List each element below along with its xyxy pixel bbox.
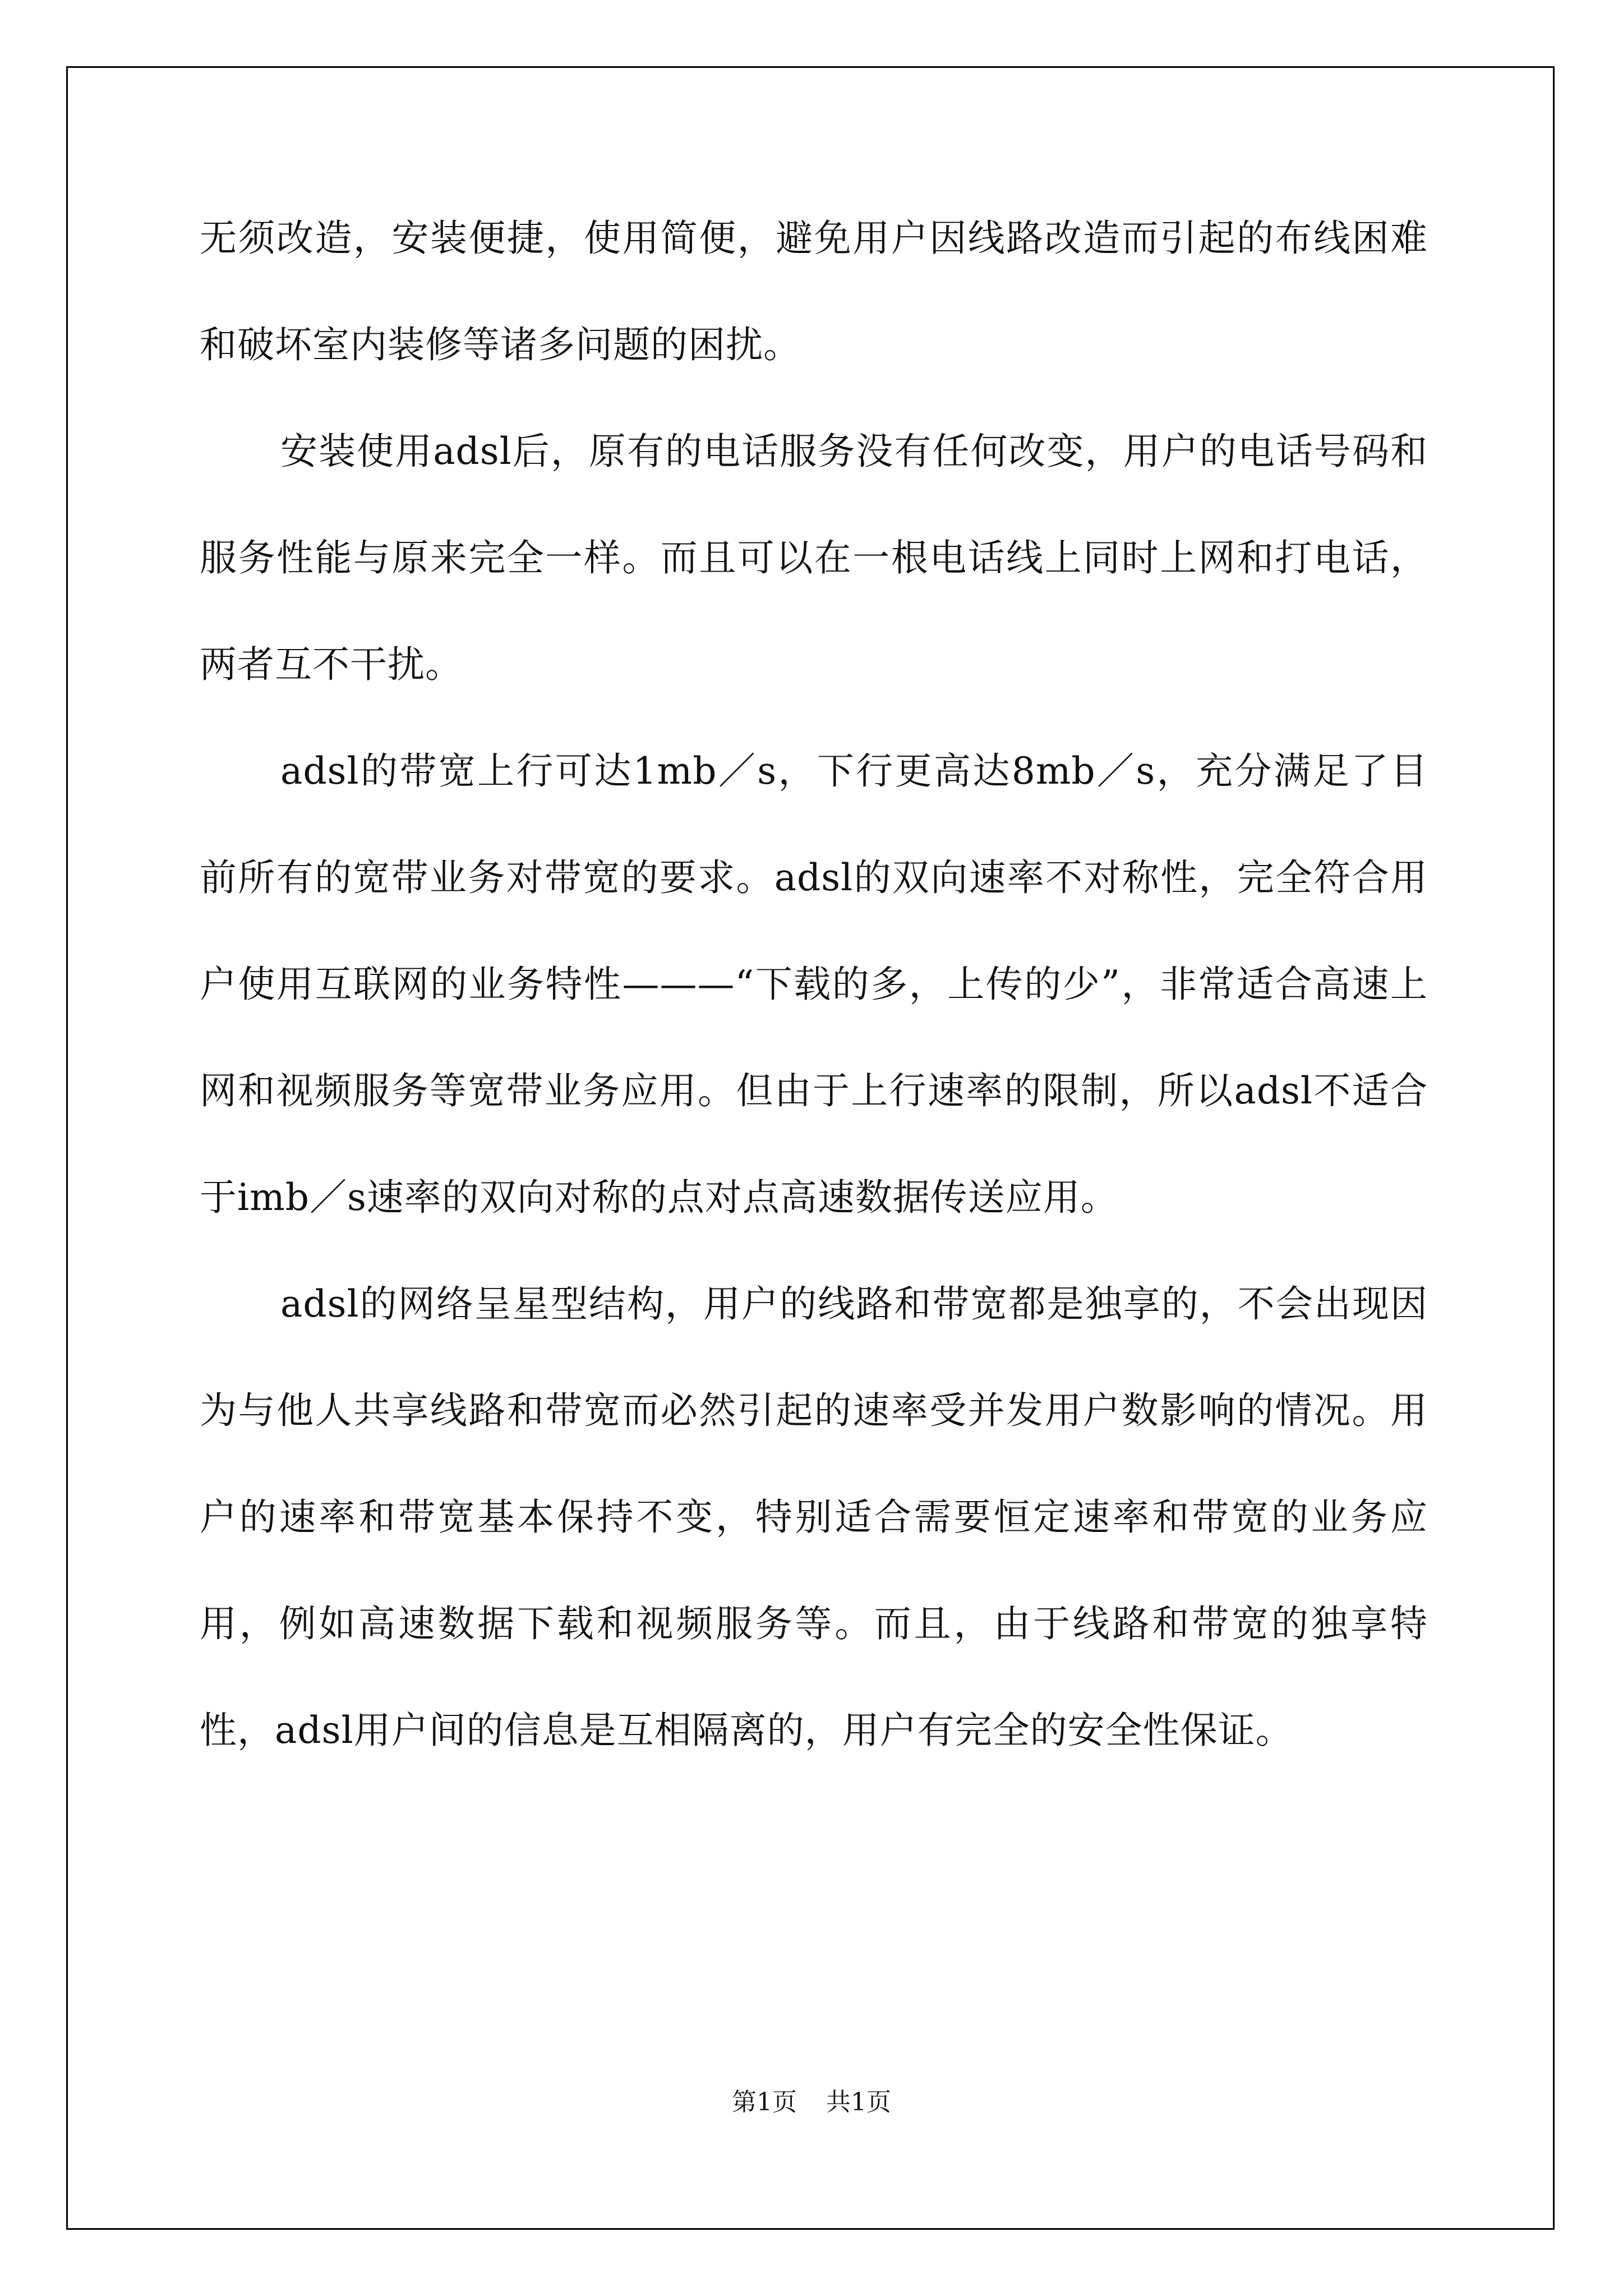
page-total: 共1页 — [826, 2088, 891, 2116]
paragraph-1: 无须改造，安装便捷，使用简便，避免用户因线路改造而引起的布线困难和破坏室内装修等诸多问题的困扰。 — [200, 217, 1428, 366]
paragraph-4: adsl的网络呈星型结构，用户的线路和带宽都是独享的，不会出现因为与他人共享线路和带宽而必然引起的速率受并发用户数影响的情况。用户的速率和带宽基本保持不变，特别适合需要恒定速率和带宽的业务应用，例如高速数据下载和视频服务等。而且，由于线路和带宽的独享特性，adsl用户间的信息是互相隔离的，用户有完全的安全性保证。 — [200, 1282, 1428, 1752]
paragraph-2: 安装使用adsl后，原有的电话服务没有任何改变，用户的电话号码和服务性能与原来完全一样。而且可以在一根电话线上同时上网和打电话，两者互不干扰。 — [200, 430, 1428, 686]
page-footer — [0, 2086, 1623, 2119]
paragraph-3: adsl的带宽上行可达1mb／s，下行更高达8mb／s，充分满足了目前所有的宽带业务对带宽的要求。adsl的双向速率不对称性，完全符合用户使用互联网的业务特性———“下载的多，上传的少”，非常适合高速上网和视频服务等宽带业务应用。但由于上行速率的限制，所以adsl不适合于imb／s速率的双向对称的点对点高速数据传送应用。 — [200, 749, 1428, 1219]
document-body — [200, 185, 1428, 1784]
page-number: 第1页 — [732, 2088, 797, 2116]
